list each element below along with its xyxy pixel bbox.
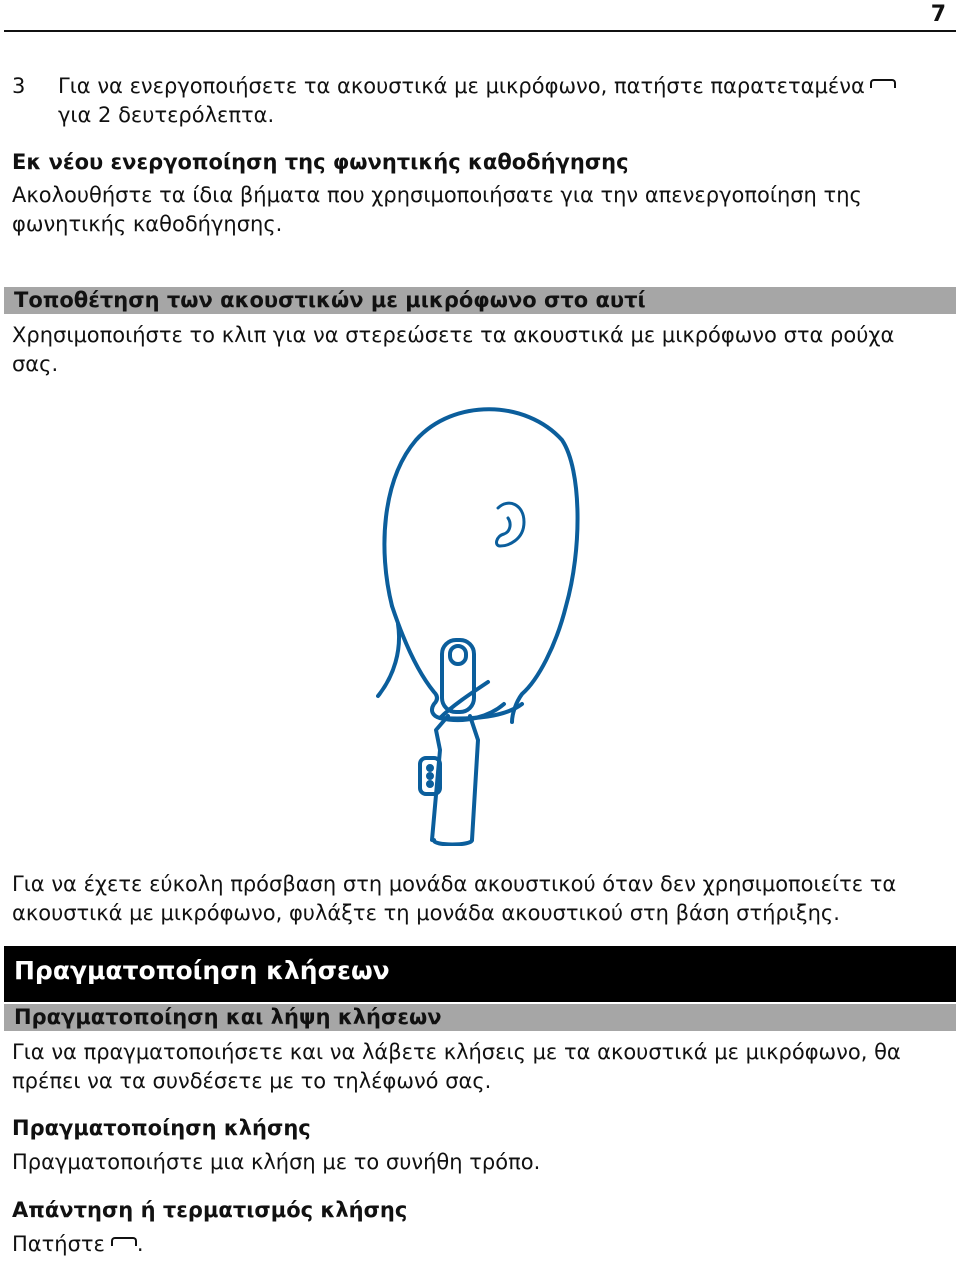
wear-body-block — [12, 321, 946, 379]
calls-heading-band: Πραγματοποίηση και λήψη κλήσεων — [4, 1004, 956, 1031]
reactivate-heading: Εκ νέου ενεργοποίηση της φωνητικής καθοδήγησης — [12, 150, 629, 174]
step-text-line1: Για να ενεργοποιήσετε τα ακουστικά με μικρόφωνο, πατήστε παρατεταμένα — [58, 74, 865, 98]
answer-call-body — [12, 1230, 946, 1259]
wear-heading-band: Τοποθέτηση των ακουστικών με μικρόφωνο στο αυτί — [4, 287, 956, 314]
answer-call-section — [12, 1196, 946, 1259]
step-text-line2: για 2 δευτερόλεπτα. — [58, 103, 275, 127]
ear-icon — [497, 503, 524, 546]
headset-earpiece — [450, 646, 466, 664]
call-key-icon — [111, 1237, 137, 1246]
call-key-icon — [870, 79, 896, 88]
make-call-heading: Πραγματοποίηση κλήσης — [12, 1116, 311, 1140]
calls-body: Για να πραγματοποιήσετε και να λάβετε κλήσεις με τα ακουστικά με μικρόφωνο, θα πρέπει να τα συνδέσετε με το τηλέφωνό σας. — [12, 1040, 901, 1093]
step-text — [58, 72, 896, 130]
head-outline — [384, 409, 577, 722]
reactivate-body: Ακολουθήστε τα ίδια βήματα που χρησιμοποιήσατε για την απενεργοποίηση της φωνητικής καθοδήγησης. — [12, 183, 862, 236]
headset-wearing-illustration — [376, 400, 582, 846]
step-3 — [12, 72, 946, 130]
storage-note: Για να έχετε εύκολη πρόσβαση στη μονάδα ακουστικού όταν δεν χρησιμοποιείτε τα ακουστικά με μικρόφωνο, φυλάξτε τη μονάδα ακουστικού στη βάση στήριξης. — [12, 872, 897, 925]
make-call-body: Πραγματοποιήστε μια κλήση με το συνήθη τρόπο. — [12, 1150, 541, 1174]
calls-section-band: Πραγματοποίηση κλήσεων — [4, 946, 956, 1002]
page-number: 7 — [930, 2, 946, 27]
answer-call-prefix: Πατήστε — [12, 1232, 105, 1256]
neck-outline — [378, 624, 399, 696]
make-call-section — [12, 1114, 946, 1177]
face-outline — [392, 606, 504, 720]
wear-body: Χρησιμοποιήστε το κλιπ για να στερεώσετε τα ακουστικά με μικρόφωνο στα ρούχα σας. — [12, 323, 895, 376]
answer-call-suffix: . — [136, 1232, 144, 1256]
answer-call-heading: Απάντηση ή τερματισμός κλήσης — [12, 1198, 408, 1222]
header-rule — [4, 30, 956, 32]
storage-note-block — [12, 870, 946, 928]
calls-body-block — [12, 1038, 946, 1096]
step-number: 3 — [12, 74, 26, 98]
headset-cable — [434, 840, 472, 845]
reactivate-section — [12, 148, 946, 239]
